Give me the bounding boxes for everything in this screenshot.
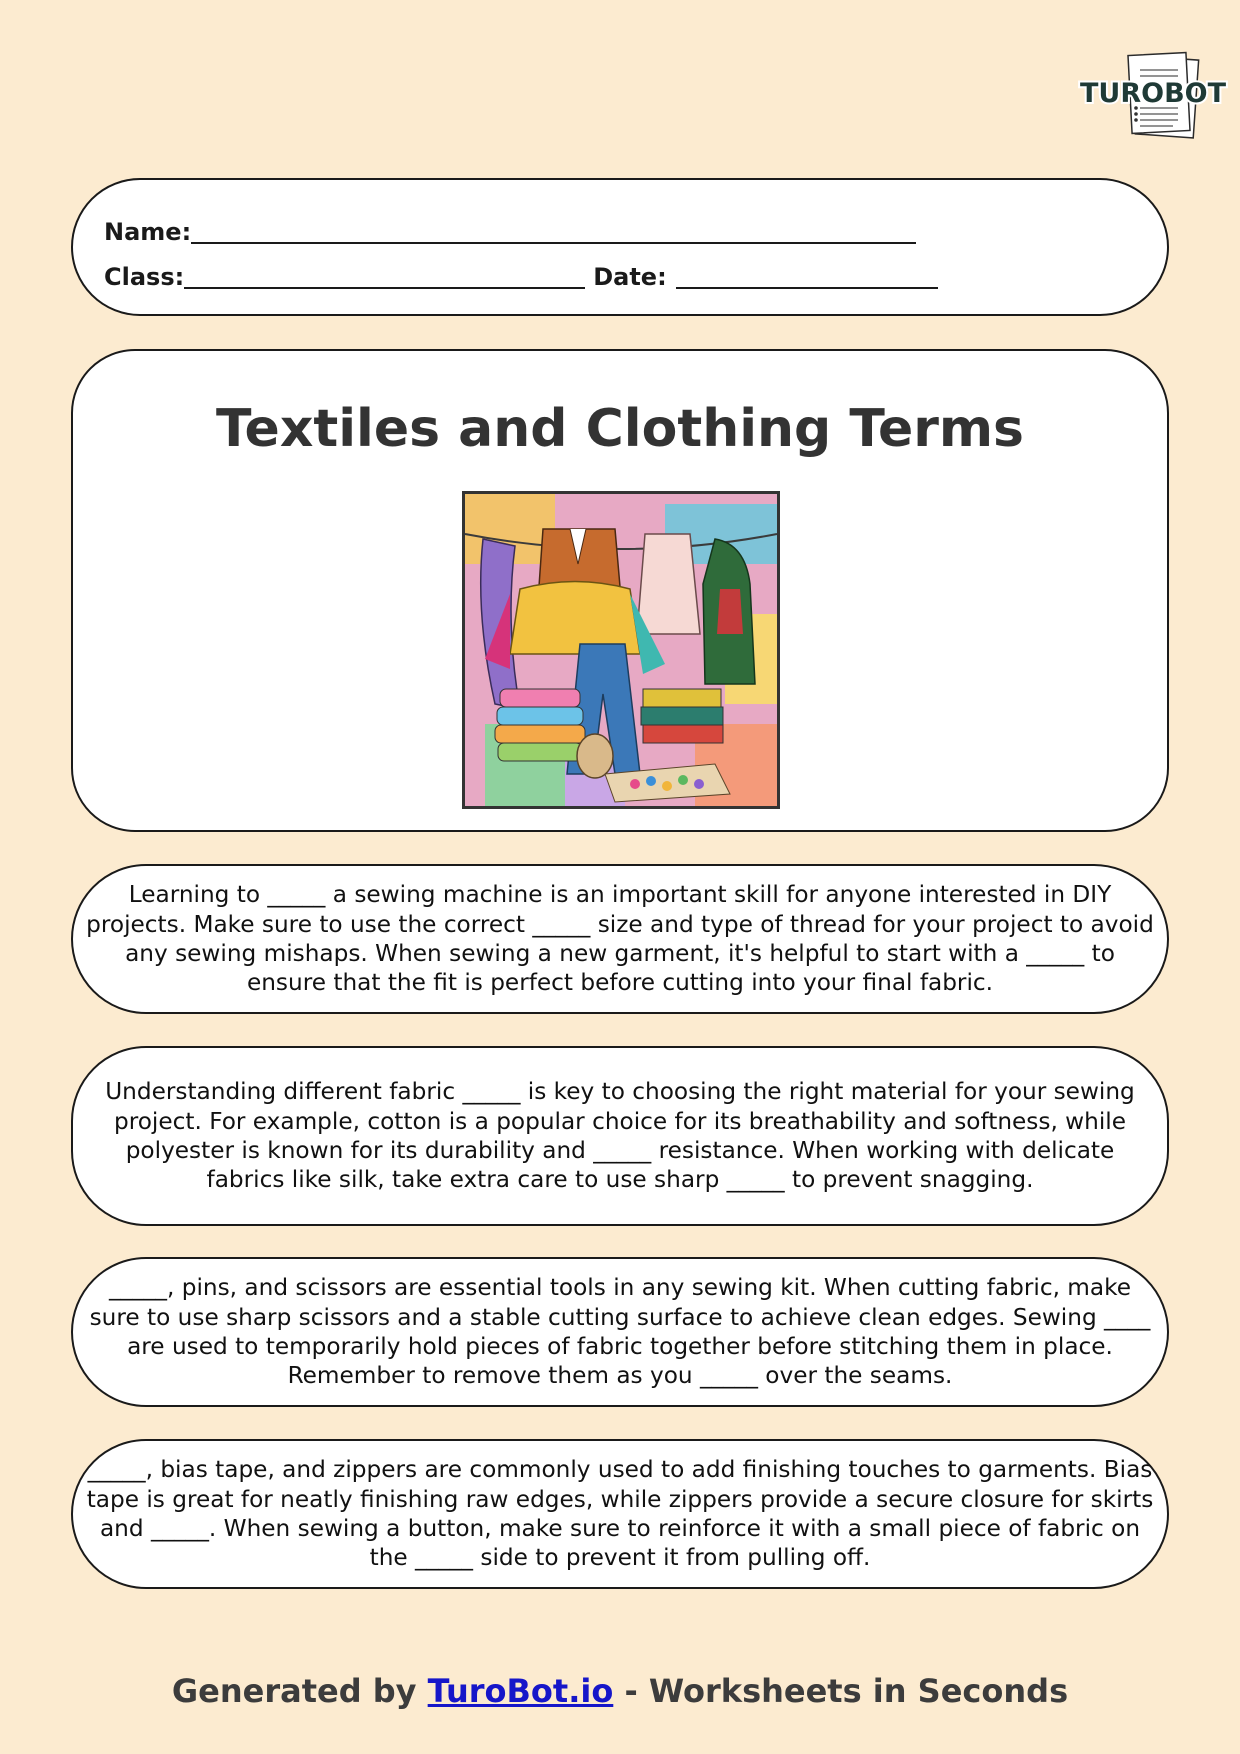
paragraph-text-2: Understanding different fabric _____ is key to choosing the right material for your sewing project. For example, cotton is a popular choice for its breathability and softness, while polyester is known for its durability and _____ resistance. When working with delicate fabrics like silk, take extra care to use sharp _____ to prevent snagging. bbox=[105, 1078, 1135, 1194]
paragraph-box-3 bbox=[71, 1257, 1169, 1407]
student-info-box bbox=[71, 178, 1169, 316]
date-field[interactable] bbox=[676, 263, 938, 289]
footer-suffix: - Worksheets in Seconds bbox=[613, 1672, 1069, 1710]
class-field[interactable] bbox=[184, 263, 585, 289]
worksheet-title: Textiles and Clothing Terms bbox=[215, 399, 1024, 459]
textiles-clothing-illustration bbox=[462, 491, 780, 809]
name-label: Name: bbox=[104, 218, 192, 246]
paragraph-box-1 bbox=[71, 864, 1169, 1014]
name-field[interactable] bbox=[191, 218, 916, 244]
paragraph-box-4 bbox=[71, 1439, 1169, 1589]
class-label: Class: bbox=[104, 263, 185, 291]
paragraph-text-1: Learning to _____ a sewing machine is an important skill for anyone interested in DIY projects. Make sure to use the correct _____ size and type of thread for your project to avoid any sewing mishaps. When sewing a new garment, it's helpful to start with a _____ to ensure that the fit is perfect before cutting into your final fabric. bbox=[86, 881, 1154, 997]
turobot-link[interactable]: TuroBot.io bbox=[427, 1672, 614, 1710]
footer-prefix: Generated by bbox=[171, 1672, 428, 1710]
name-field-row bbox=[104, 218, 916, 246]
turobot-logo-icon bbox=[1078, 52, 1227, 142]
logo-text: TUROBOT bbox=[1080, 78, 1227, 109]
title-box bbox=[71, 349, 1169, 832]
paragraph-box-2 bbox=[71, 1046, 1169, 1226]
date-label: Date: bbox=[593, 263, 667, 291]
class-date-field-row bbox=[104, 263, 938, 291]
paragraph-text-4: _____, bias tape, and zippers are commonly used to add finishing touches to garments. Bias tape is great for neatly finishing raw edges, while zippers provide a secure closure for skirts and _____. When sewing a button, make sure to reinforce it with a small piece of fabric on the _____ side to prevent it from pulling off. bbox=[86, 1456, 1154, 1572]
footer bbox=[0, 1671, 1240, 1711]
paragraph-text-3: _____, pins, and scissors are essential tools in any sewing kit. When cutting fabric, make sure to use sharp scissors and a stable cutting surface to achieve clean edges. Sewing ____ are used to temporarily hold pieces of fabric together before stitching them in place. Remember to remove them as you _____ over the seams. bbox=[89, 1274, 1151, 1390]
turobot-logo bbox=[1078, 52, 1227, 142]
